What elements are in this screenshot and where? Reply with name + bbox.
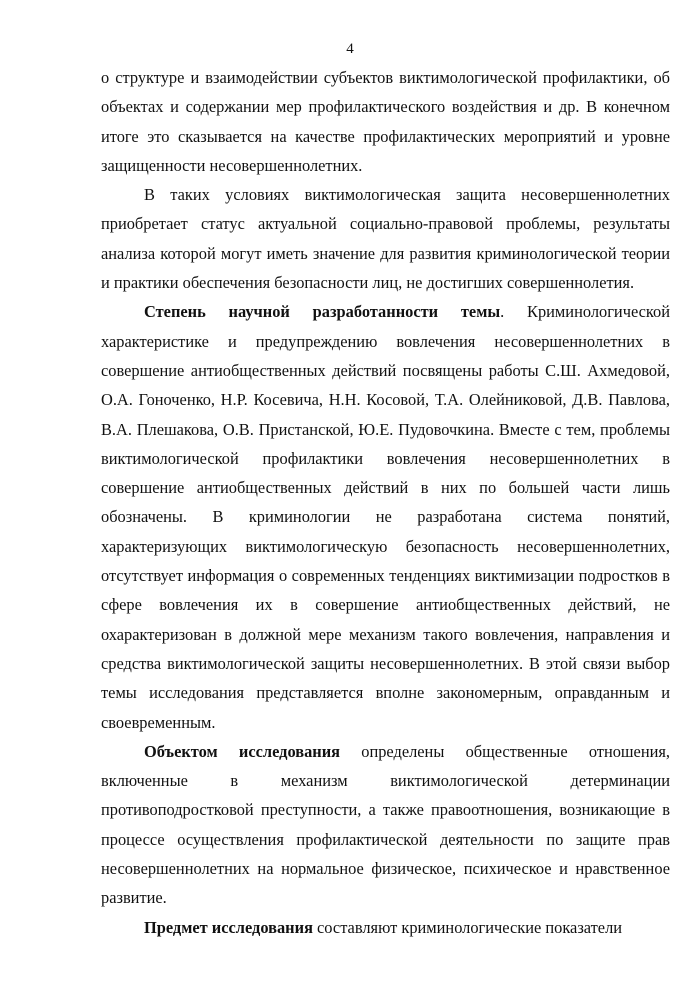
paragraph-continuation: о структуре и взаимодействии субъектов виктимологической профилактики, об объектах и содержании мер профилактического воздействия и др. В конечном итоге это сказывается на качестве профилактических мероприятий и уровне защищенности несовершеннолетних. bbox=[101, 68, 670, 175]
term-degree-of-research: Степень научной разработанности темы bbox=[144, 302, 501, 322]
paragraph-relevance: В таких условиях виктимологическая защита несовершеннолетних приобретает статус актуальной социально-правовой проблемы, результаты анализа которой могут иметь значение для развития криминологической теории и практики обеспечения безопасности лиц, не достигших совершеннолетия. bbox=[101, 185, 670, 293]
paragraph-subject-text: составляют криминологические показатели bbox=[312, 917, 623, 937]
term-object: Объектом исследования bbox=[144, 741, 341, 761]
paragraph-object bbox=[101, 737, 670, 913]
paragraph-subject bbox=[101, 913, 670, 942]
page-number: 4 bbox=[346, 41, 354, 57]
term-subject: Предмет исследования bbox=[144, 917, 313, 937]
paragraph-object-text: определены общественные отношения, включенные в механизм виктимологической детерминации противоподростковой преступности, а также правоотношения, возникающие в процессе осуществления профилактической деятельности по защите прав несовершеннолетних на нормальное физическое, психическое и нравственное развитие. bbox=[101, 741, 670, 908]
document-body bbox=[101, 63, 670, 942]
paragraph-degree-of-research bbox=[101, 297, 670, 736]
paragraph-degree-of-research-text: . Криминологической характеристике и предупреждению вовлечения несовершеннолетних в совершение антиобщественных действий посвящены работы С.Ш. Ахмедовой, О.А. Гоноченко, Н.Р. Косевича, Н.Н. Косовой, Т.А. Олейниковой, Д.В. Павлова, В.А. Плешакова, О.В. Пристанской, Ю.Е. Пудовочкина. Вместе с тем, проблемы виктимологической профилактики вовлечения несовершеннолетних в совершение антиобщественных действий в них по большей части лишь обозначены. В криминологии не разработана система понятий, характеризующих виктимологическую безопасность несовершеннолетних, отсутствует информация о современных тенденциях виктимизации подростков в сфере вовлечения их в совершение антиобщественных действий, не охарактеризован в должной мере механизм такого вовлечения, направления и средства виктимологической защиты несовершеннолетних. В этой связи выбор темы исследования представляется вполне закономерным, оправданным и своевременным. bbox=[101, 302, 670, 732]
